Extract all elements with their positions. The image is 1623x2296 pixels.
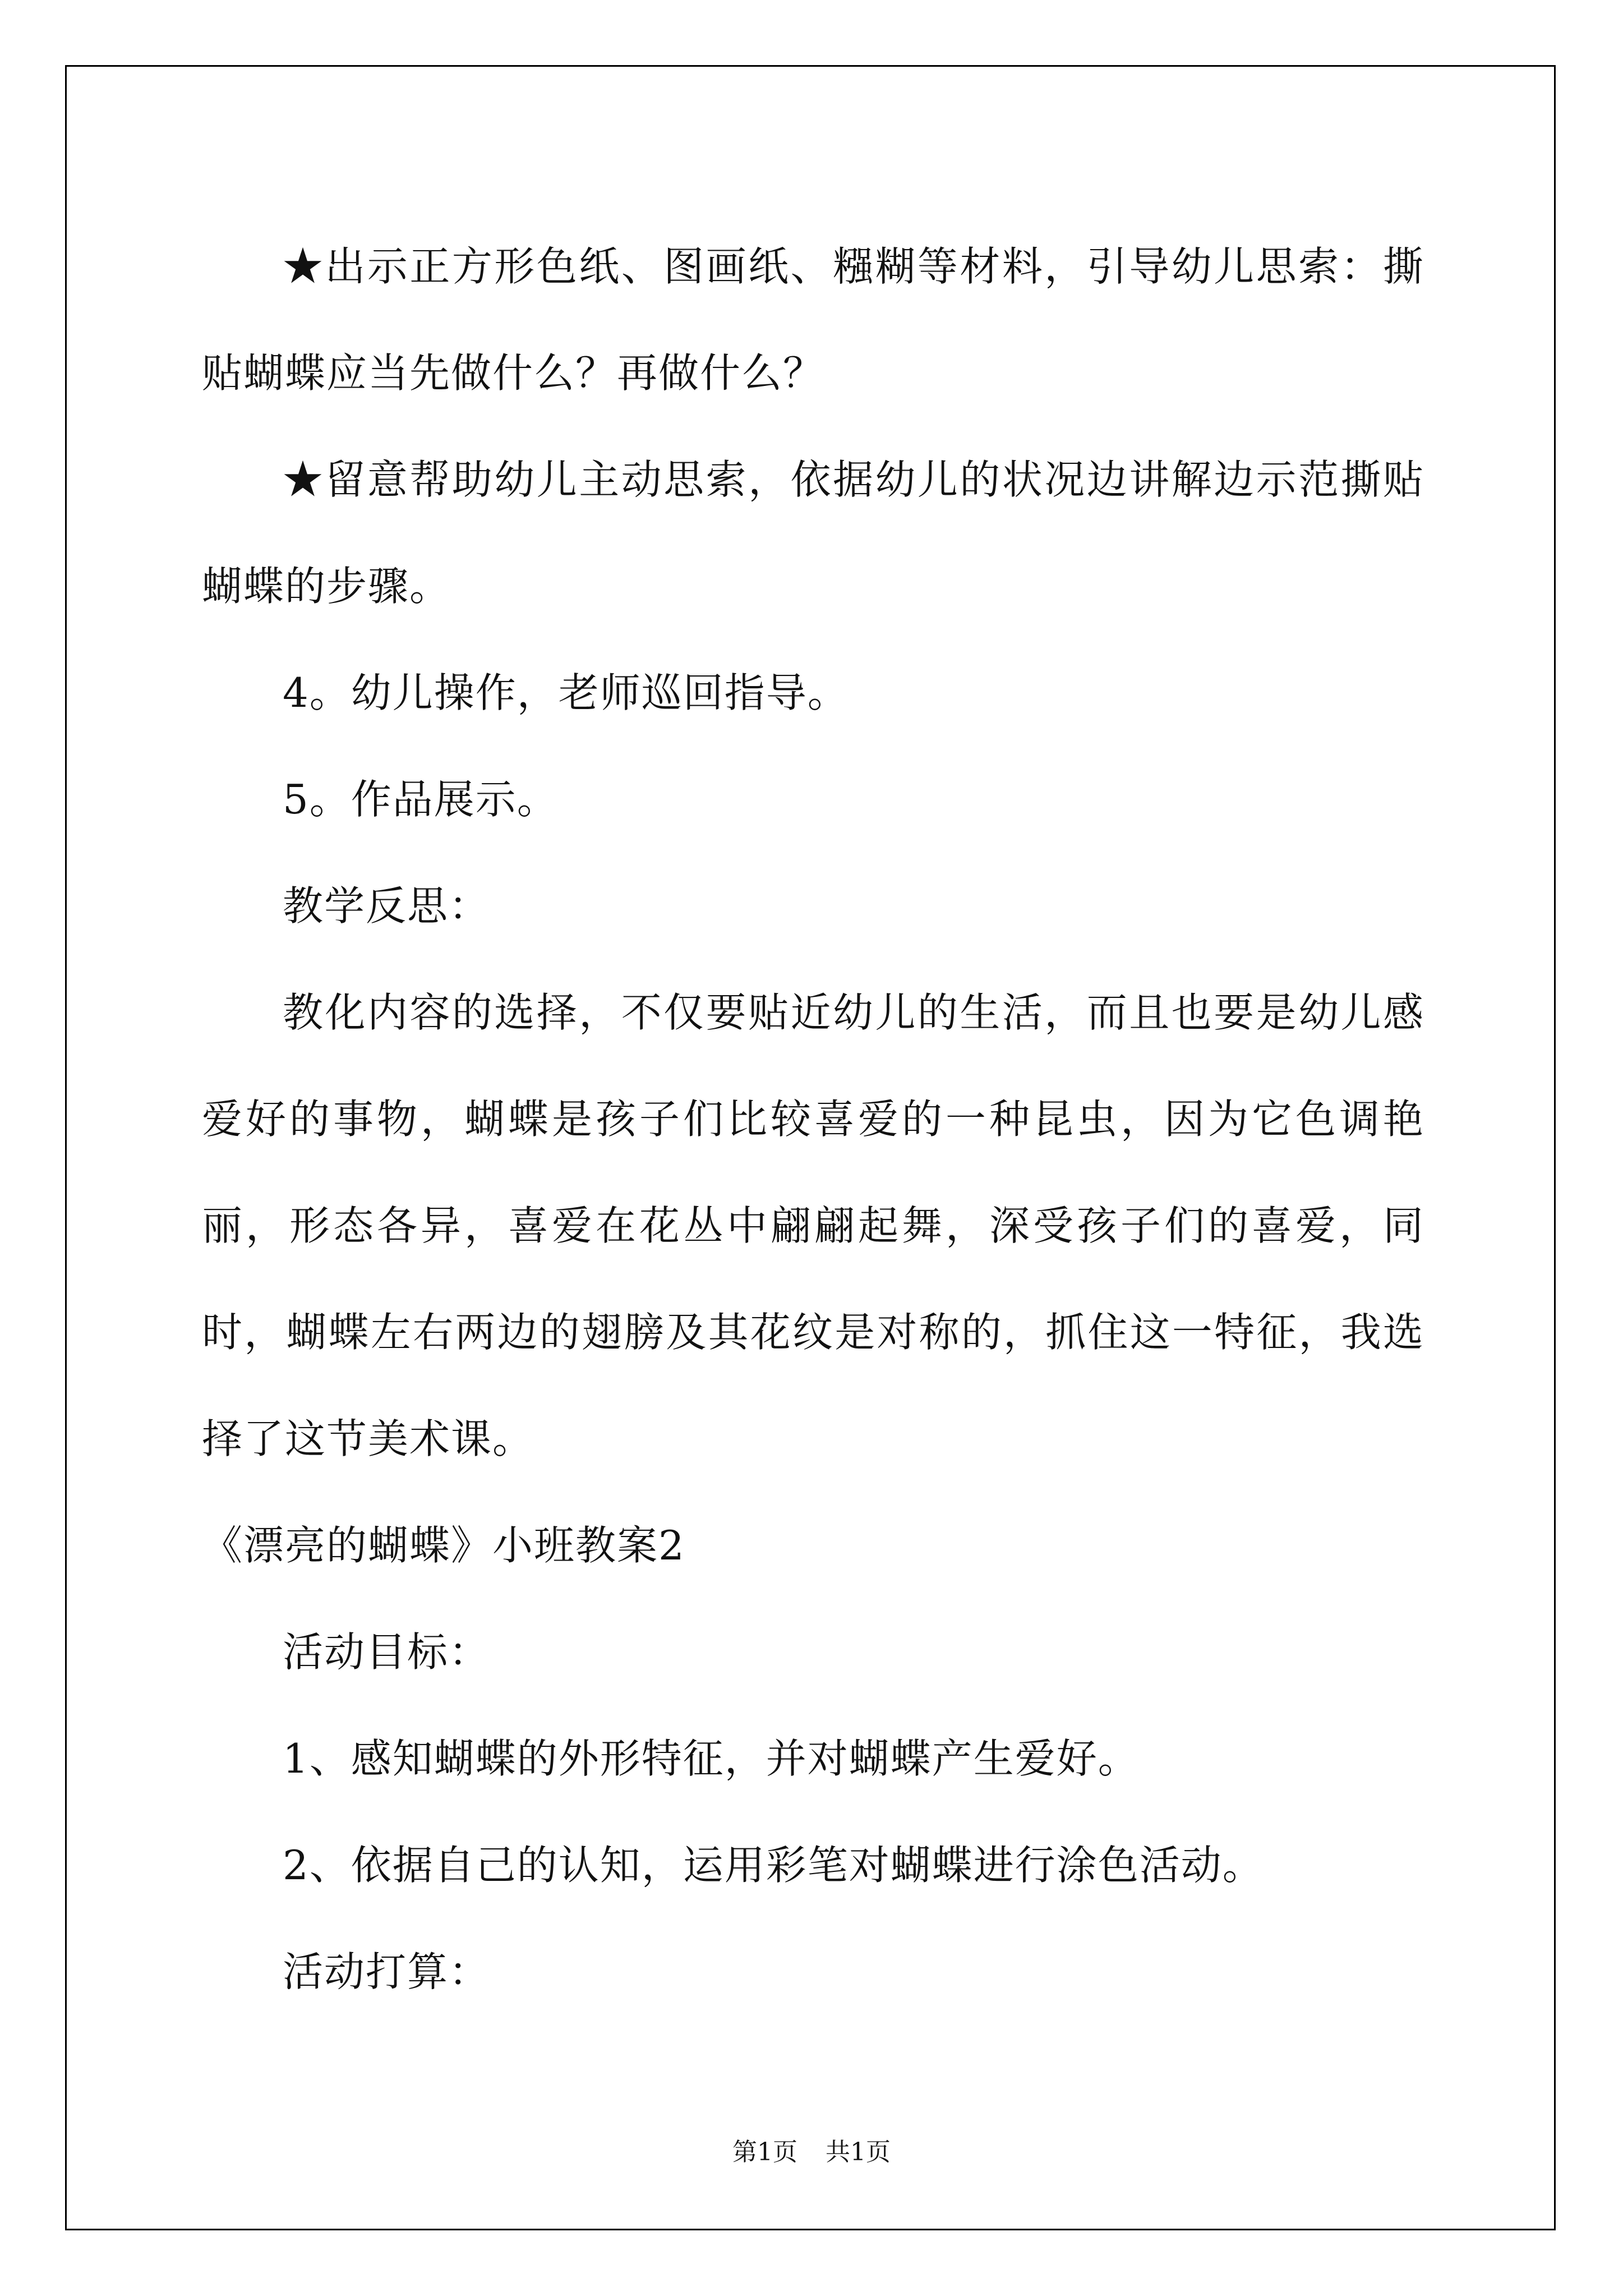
paragraph: 5。作品展示。	[283, 776, 559, 823]
page-footer	[0, 2132, 1623, 2168]
section-title: 《漂亮的蝴蝶》小班教案2	[202, 1522, 685, 1569]
paragraph: 1、感知蝴蝶的外形特征，并对蝴蝶产生爱好。	[283, 1735, 1140, 1782]
paragraph: 活动打算：	[283, 1948, 491, 1995]
page-number: 第1页	[732, 2138, 797, 2166]
paragraph: 教学反思：	[283, 882, 491, 930]
paragraph: ★留意帮助幼儿主动思索，依据幼儿的状况边讲解边示范撕贴蝴蝶的步骤。	[202, 456, 1424, 610]
paragraph: 活动目标：	[283, 1628, 491, 1676]
document-body	[202, 213, 1424, 2025]
paragraph: ★出示正方形色纸、图画纸、糨糊等材料，引导幼儿思索：撕贴蝴蝶应当先做什么？再做什么？	[202, 243, 1424, 397]
paragraph: 2、依据自己的认知，运用彩笔对蝴蝶进行涂色活动。	[283, 1842, 1264, 1889]
paragraph: 4。幼儿操作，老师巡回指导。	[283, 669, 849, 716]
page-total: 共1页	[826, 2138, 891, 2166]
paragraph: 教化内容的选择，不仅要贴近幼儿的生活，而且也要是幼儿感爱好的事物，蝴蝶是孩子们比较喜爱的一种昆虫，因为它色调艳丽，形态各异，喜爱在花丛中翩翩起舞，深受孩子们的喜爱，同时，蝴蝶左右两边的翅膀及其花纹是对称的，抓住这一特征，我选择了这节美术课。	[202, 989, 1424, 1462]
